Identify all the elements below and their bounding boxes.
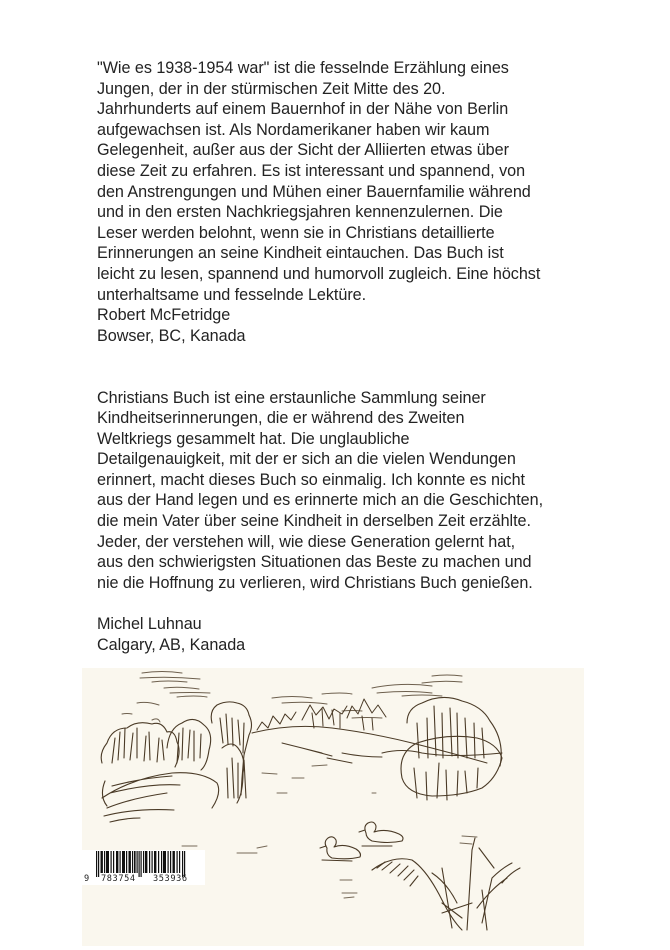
review-1-line: Jungen, der in der stürmischen Zeit Mitte des 20. xyxy=(97,79,446,98)
review-1-line: diese Zeit zu erfahren. Es ist interessant und spannend, von xyxy=(97,161,526,180)
review-2-line: Jeder, der verstehen will, wie diese Generation gelernt hat, xyxy=(97,532,516,551)
barcode-right-group: 353936 xyxy=(153,874,188,884)
review-1-line: und in den ersten Nachkriegsjahren kennenzulernen. Die xyxy=(97,203,503,222)
review-2-line: nie die Hoffnung zu verlieren, wird Christians Buch genießen. xyxy=(97,573,533,592)
review-1-line: Erinnerungen an seine Kindheit eintauchen. Das Buch ist xyxy=(97,244,504,263)
ducks xyxy=(320,822,403,861)
water-strokes xyxy=(182,765,477,898)
review-2-line: erinnert, macht dieses Buch so einmalig. Ich konnte es nicht xyxy=(97,470,525,489)
review-1-line: den Anstrengungen und Mühen einer Bauernfamilie während xyxy=(97,182,531,201)
review-2-line: aus der Hand legen und es erinnerte mich an die Geschichten, xyxy=(97,491,544,510)
barcode-left-group: 783754 xyxy=(101,874,136,884)
reeds xyxy=(372,838,520,930)
review-1-line: Leser werden belohnt, wenn sie in Christians detaillierte xyxy=(97,223,495,242)
isbn-barcode xyxy=(82,850,205,885)
left-bushes xyxy=(101,702,251,822)
paragraph-spacer xyxy=(97,346,577,387)
review-2-line: Weltkriegs gesammelt hat. Die unglaubliche xyxy=(97,429,410,448)
review-1-author: Robert McFetridge xyxy=(97,306,231,325)
review-2 xyxy=(97,388,577,594)
review-1-location: Bowser, BC, Kanada xyxy=(97,326,246,345)
review-2-author: Michel Luhnau xyxy=(97,615,202,634)
review-2-line: Christians Buch ist eine erstaunliche Sammlung seiner xyxy=(97,388,486,407)
pond-sketch-drawing xyxy=(82,668,584,946)
review-2-signature xyxy=(97,614,577,655)
review-2-line: Kindheitserinnerungen, die er während des Zweiten xyxy=(97,409,465,428)
review-1-line: Jahrhunderts auf einem Bauernhof in der Nähe von Berlin xyxy=(97,100,509,119)
review-1-line: unterhaltsame und fesselnde Lektüre. xyxy=(97,285,367,304)
pond-sketch-illustration xyxy=(82,668,584,946)
cloud-strokes xyxy=(122,672,462,723)
review-1-line: "Wie es 1938-1954 war" ist die fesselnde Erzählung eines xyxy=(97,59,509,77)
paragraph-spacer xyxy=(97,593,577,614)
review-1 xyxy=(97,58,577,346)
review-2-line: Detailgenauigkeit, mit der er sich an die vielen Wendungen xyxy=(97,450,516,469)
right-bush xyxy=(382,697,502,800)
review-1-line: aufgewachsen ist. Als Nordamerikaner haben wir kaum xyxy=(97,120,490,139)
review-2-line: die mein Vater über seine Kindheit in derselben Zeit erzählte. xyxy=(97,512,531,531)
review-2-line: aus den schwierigsten Situationen das Beste zu machen und xyxy=(97,553,532,572)
barcode-digits xyxy=(84,874,204,884)
barcode-first-digit: 9 xyxy=(84,874,90,884)
review-2-location: Calgary, AB, Kanada xyxy=(97,635,246,654)
reviews-text-block xyxy=(97,58,577,655)
review-1-line: Gelegenheit, außer aus der Sicht der Alliierten etwas über xyxy=(97,141,509,160)
review-1-line: leicht zu lesen, spannend und humorvoll zugleich. Eine höchst xyxy=(97,264,541,283)
